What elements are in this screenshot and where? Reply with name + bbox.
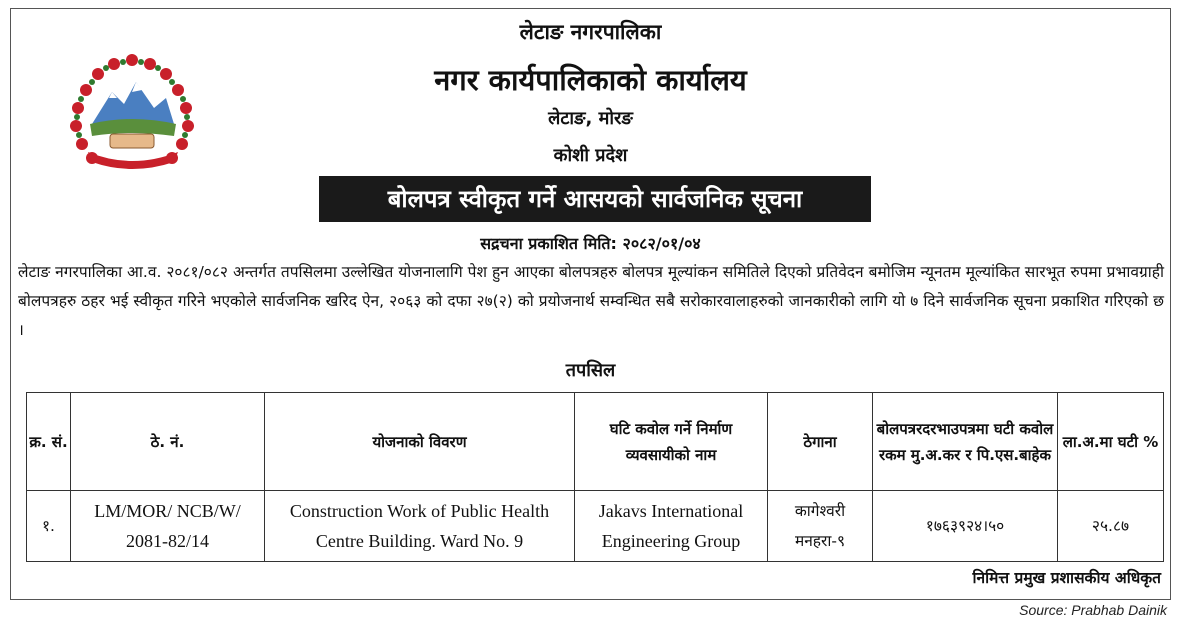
table-row [27,491,1164,562]
col-header-percent: ला.अ.मा घटी % [1058,393,1164,491]
cell-contract-no: LM/MOR/ NCB/W/ 2081-82/14 [71,491,265,562]
signature: निमित्त प्रमुख प्रशासकीय अधिकृत [972,569,1161,587]
office-name: नगर कार्यपालिकाको कार्यालय [434,63,747,97]
col-header-contractor: घटि कवोल गर्ने निर्माण व्यवसायीको नाम [575,393,768,491]
province-name: कोशी प्रदेश [553,145,628,166]
cell-sn: १. [27,491,71,562]
schedule-table [26,392,1164,562]
notice-body: लेटाङ नगरपालिका आ.व. २०८१/०८२ अन्तर्गत तपसिलमा उल्लेखित योजनालागि पेश हुन आएका बोलपत्रहरु बोलपत्र मूल्यांकन समितिले दिएको प्रतिवेदन बमोजिम न्यूनतम मूल्यांकित सारभूत रुपमा प्रभावग्राही बोलपत्रहरु ठहर भई स्वीकृत गरिने भएकोले सार्वजनिक खरिद ऐन, २०६३ को दफा २७(२) को प्रयोजनार्थ सम्वन्धित सबै सरोकारवालाहरुको जानकारीको लागि यो ७ दिने सार्वजनिक सूचना प्रकाशित गरिएको छ । [18,263,1164,339]
col-header-description: योजनाको विवरण [265,393,575,491]
table-header-row [27,393,1164,491]
schedule-title: तपसिल [565,360,616,381]
col-header-amount: बोलपत्ररदरभाउपत्रमा घटी कवोल रकम मु.अ.कर र पि.एस.बाहेक [873,393,1058,491]
source-credit: Source: Prabhab Dainik [1019,602,1167,618]
cell-amount: १७६३९२४।५० [873,491,1058,562]
municipality-name: लेटाङ नगरपालिका [519,20,662,44]
cell-percent: २५.८७ [1058,491,1164,562]
cell-contractor: Jakavs International Engineering Group [575,491,768,562]
col-header-sn: क्र. सं. [27,393,71,491]
col-header-contract-no: ठे. नं. [71,393,265,491]
publish-date: सद्रचना प्रकाशित मिति: २०८२/०१/०४ [480,234,701,253]
cell-address: कागेश्वरी मनहरा-९ [768,491,873,562]
notice-title: बोलपत्र स्वीकृत गर्ने आसयको सार्वजनिक सूचना [319,176,871,222]
office-address: लेटाङ, मोरङ [548,108,633,129]
cell-description: Construction Work of Public Health Centre Building. Ward No. 9 [265,491,575,562]
col-header-address: ठेगाना [768,393,873,491]
